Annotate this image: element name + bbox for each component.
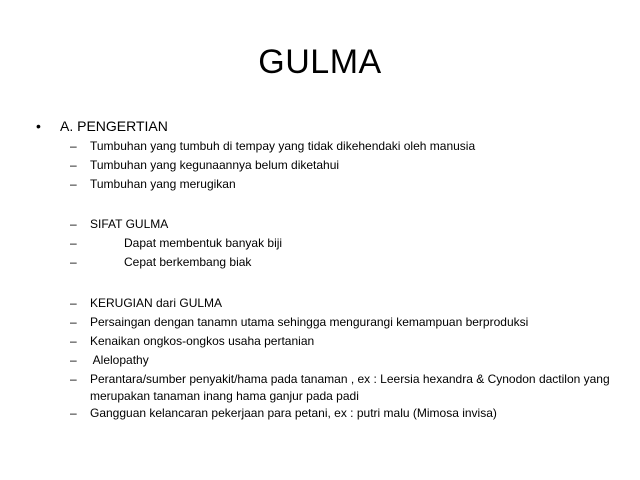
list-item-text: Tumbuhan yang merugikan [90,177,236,191]
dash-icon: – [70,177,77,191]
list-item-text: Dapat membentuk banyak biji [124,236,283,250]
heading-pengertian [36,116,168,136]
slide-title: GULMA [258,43,382,81]
dash-icon: – [70,255,77,269]
dash-icon: – [70,139,77,153]
dash-icon: – [70,296,77,310]
dash-icon: – [70,236,77,250]
list-item-text: KERUGIAN dari GULMA [90,296,223,310]
list-item-text: Alelopathy [90,353,149,367]
list-item-text: Perantara/sumber penyakit/hama pada tanaman , ex : Leersia hexandra & Cynodon dactilon yang merupakan tanaman inang hama ganjur pada padi [90,372,610,403]
dash-icon: – [70,353,77,367]
list-item-text: Tumbuhan yang tumbuh di tempay yang tidak dikehendaki oleh manusia [90,139,476,153]
list-item-text: Persaingan dengan tanamn utama sehingga mengurangi kemampuan berproduksi [90,315,529,329]
dash-icon: – [70,334,77,348]
dash-icon: – [70,372,77,386]
dash-icon: – [70,406,77,420]
dash-icon: – [70,315,77,329]
list-item-text: Cepat berkembang biak [124,255,252,269]
list-item-text: Gangguan kelancaran pekerjaan para petani, ex : putri malu (Mimosa invisa) [90,406,497,420]
list-item-text: SIFAT GULMA [90,217,169,231]
list-item-text: Kenaikan ongkos-ongkos usaha pertanian [90,334,315,348]
list-item-text: Tumbuhan yang kegunaannya belum diketahui [90,158,340,172]
dash-icon: – [70,158,77,172]
dash-icon: – [70,217,77,231]
bullet-icon: • [36,118,41,134]
heading-label: A. PENGERTIAN [60,118,168,134]
